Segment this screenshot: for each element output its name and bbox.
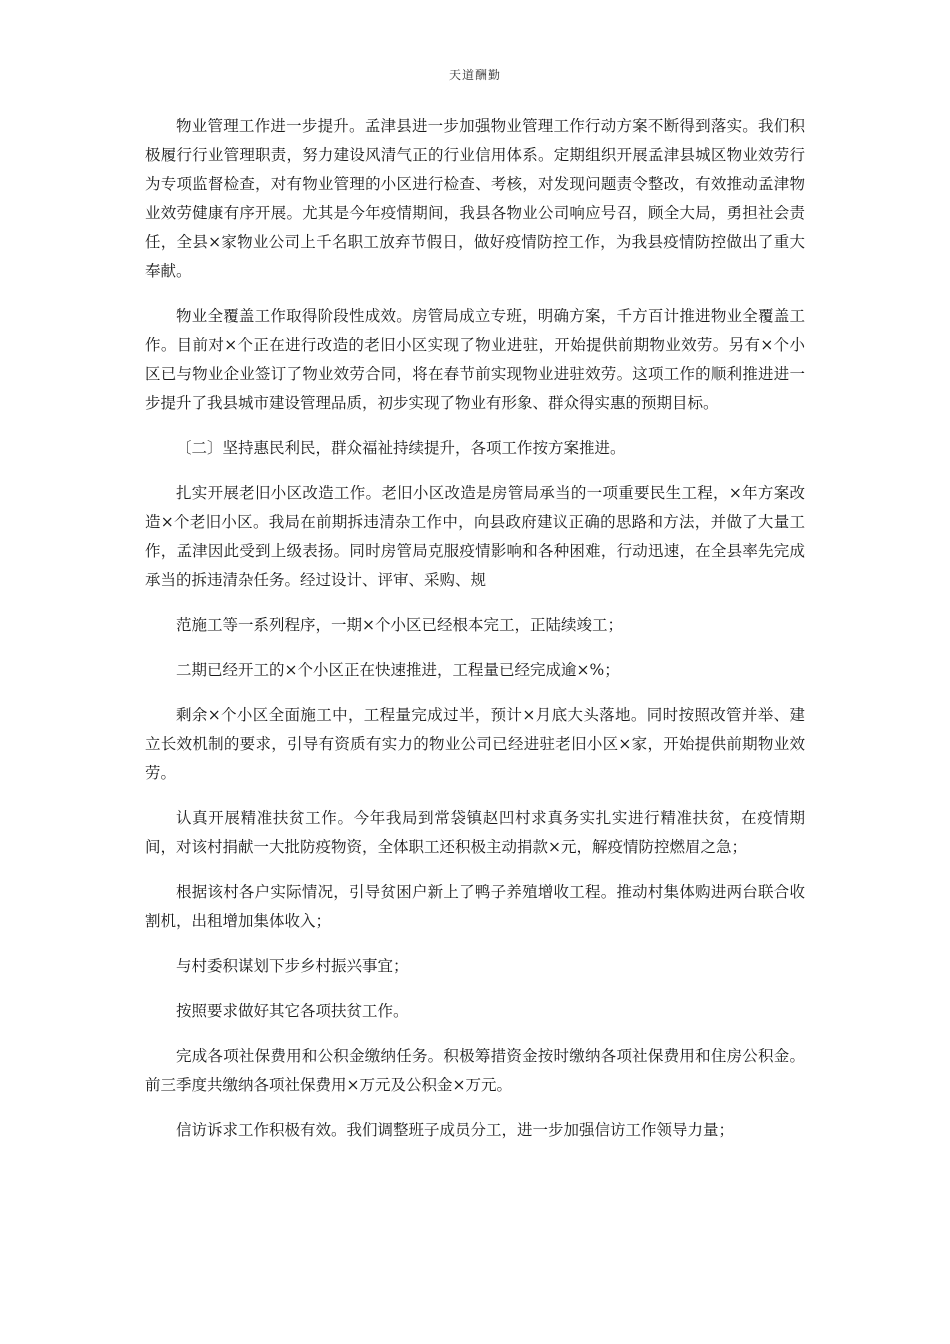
paragraph-poverty-alleviation: 认真开展精准扶贫工作。今年我局到常袋镇赵凹村求真务实扎实进行精准扶贫，在疫情期间，对该村捐献一大批防疫物资，全体职工还积极主动捐款×元，解疫情防控燃眉之急；	[145, 809, 805, 856]
paragraph-duck-farming: 根据该村各户实际情况，引导贫困户新上了鸭子养殖增收工程。推动村集体购进两台联合收割机，出租增加集体收入；	[145, 883, 805, 930]
paragraph-old-community-renovation: 扎实开展老旧小区改造工作。老旧小区改造是房管局承当的一项重要民生工程，×年方案改造×个老旧小区。我局在前期拆违清杂工作中，向县政府建议正确的思路和方法，并做了大量工作，孟津因此受到上级表扬。同时房管局克服疫情影响和各种困难，行动迅速，在全县率先完成承当的拆违清杂任务。经过设计、评审、采购、规	[145, 484, 805, 589]
paragraph-other-poverty-work: 按照要求做好其它各项扶贫工作。	[176, 1002, 409, 1020]
paragraph-remaining-communities: 剩余×个小区全面施工中，工程量完成过半，预计×月底大头落地。同时按照改管并举、建立长效机制的要求，引导有资质有实力的物业公司已经进驻老旧小区×家，开始提供前期物业效劳。	[145, 706, 805, 782]
document-body	[145, 112, 805, 1161]
paragraph-property-coverage: 物业全覆盖工作取得阶段性成效。房管局成立专班，明确方案，千方百计推进物业全覆盖工作。目前对×个正在进行改造的老旧小区实现了物业进驻，开始提供前期物业效劳。另有×个小区已与物业企业签订了物业效劳合同，将在春节前实现物业进驻效劳。这项工作的顺利推进进一步提升了我县城市建设管理品质，初步实现了物业有形象、群众得实惠的预期目标。	[145, 307, 805, 412]
paragraph-rural-revitalization: 与村委积谋划下步乡村振兴事宜；	[176, 957, 409, 975]
paragraph-property-management: 物业管理工作进一步提升。孟津县进一步加强物业管理工作行动方案不断得到落实。我们积极履行行业管理职责，努力建设风清气正的行业信用体系。定期组织开展孟津县城区物业效劳行为专项监督检查，对有物业管理的小区进行检查、考核，对发现问题责令整改，有效推动孟津物业效劳健康有序开展。尤其是今年疫情期间，我县各物业公司响应号召，顾全大局，勇担社会责任，全县×家物业公司上千名职工放弃节假日，做好疫情防控工作，为我县疫情防控做出了重大奉献。	[145, 117, 805, 280]
paragraph-phase-one: 范施工等一系列程序，一期×个小区已经根本完工，正陆续竣工；	[176, 616, 623, 634]
section-heading-two: 〔二〕坚持惠民利民，群众福祉持续提升，各项工作按方案推进。	[176, 439, 626, 457]
paragraph-petitions: 信访诉求工作积极有效。我们调整班子成员分工，进一步加强信访工作领导力量；	[176, 1121, 735, 1139]
page-header: 天道酬勤	[448, 68, 501, 82]
paragraph-phase-two: 二期已经开工的×个小区正在快速推进，工程量已经完成逾×%；	[176, 661, 620, 679]
paragraph-social-security: 完成各项社保费用和公积金缴纳任务。积极筹措资金按时缴纳各项社保费用和住房公积金。前三季度共缴纳各项社保费用×万元及公积金×万元。	[145, 1047, 805, 1094]
